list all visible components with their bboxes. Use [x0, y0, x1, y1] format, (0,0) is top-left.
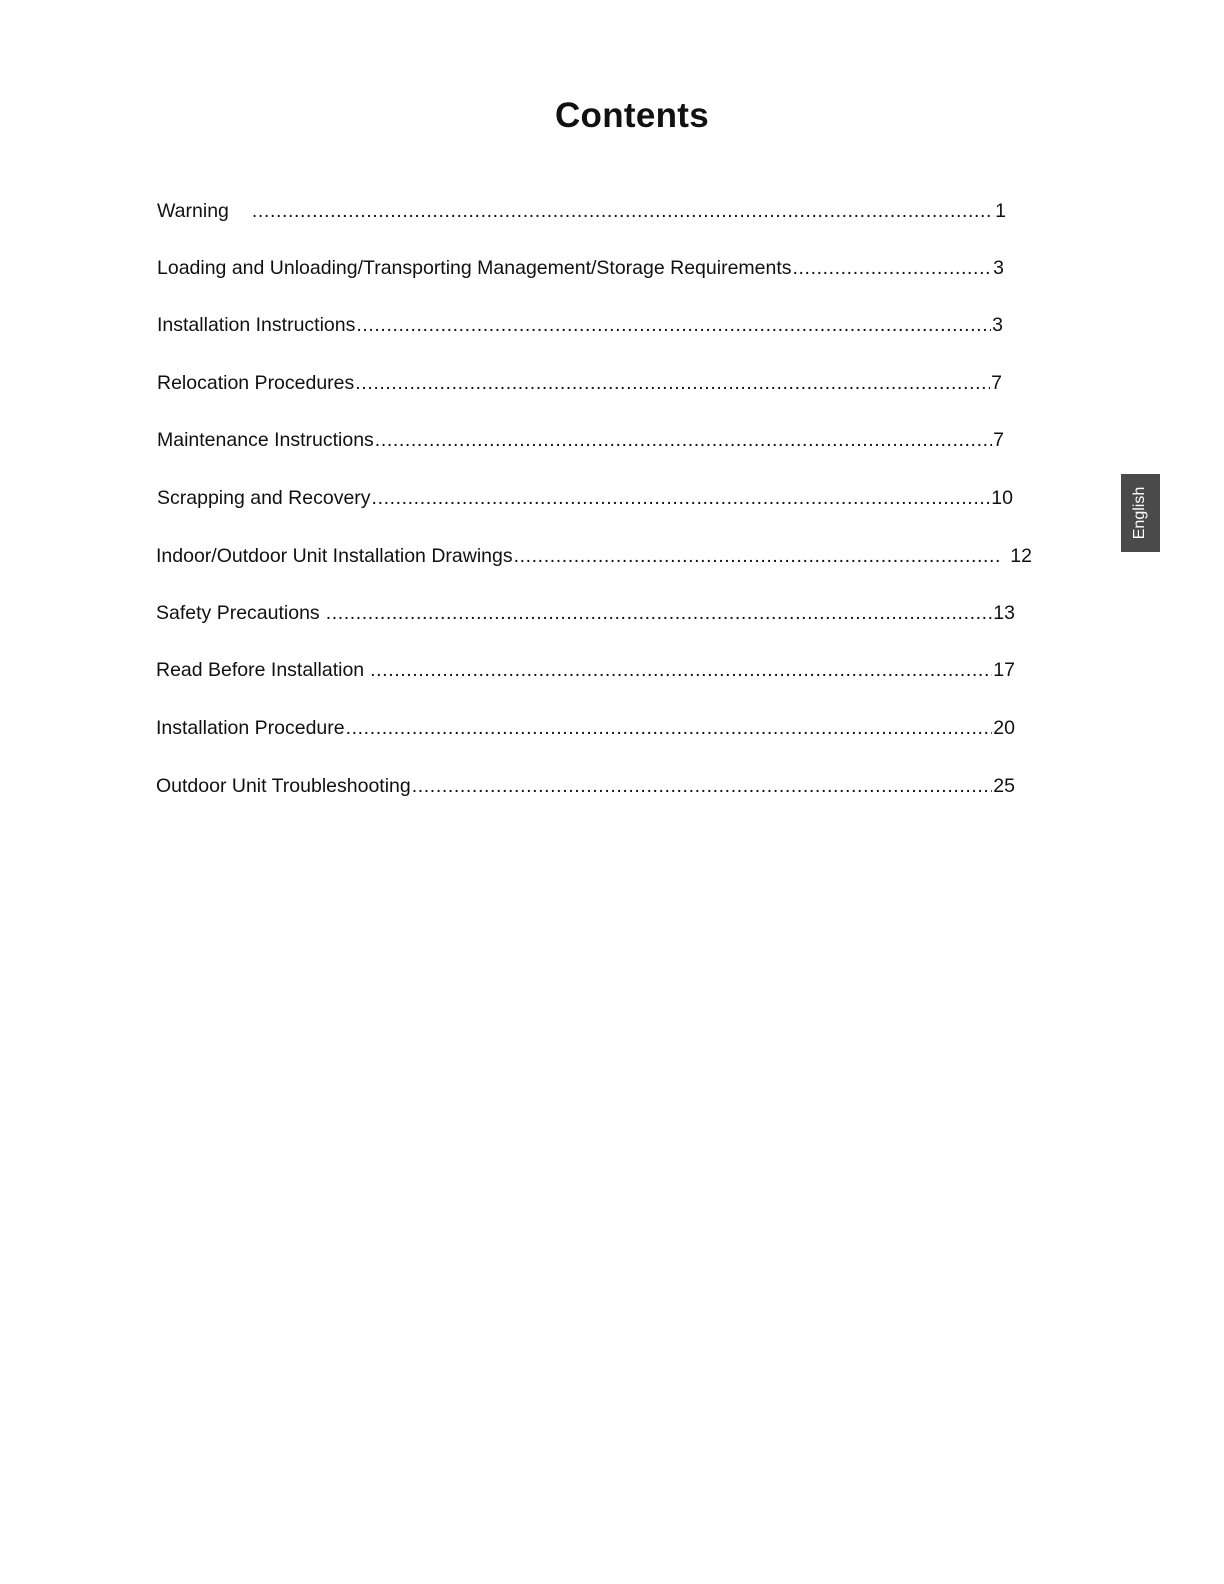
toc-entry-label: Read Before Installation — [156, 659, 365, 681]
language-tab[interactable] — [1121, 474, 1160, 552]
dot-leader — [372, 486, 991, 510]
toc-entry-label: Maintenance Instructions — [157, 429, 374, 451]
dot-leader — [326, 601, 993, 625]
page-title: Contents — [554, 96, 710, 135]
toc-page-number: 13 — [993, 602, 1015, 624]
toc-entry-label: Installation Instructions — [157, 314, 356, 336]
toc-entry-label: Relocation Procedures — [157, 372, 355, 394]
toc-entry-maintenance-instructions[interactable] — [157, 428, 1004, 452]
toc-entry-label: Loading and Unloading/Transporting Management/Storage Requirements — [157, 257, 792, 279]
toc-page-number: 12 — [1010, 545, 1032, 567]
toc-entry-relocation-procedures[interactable] — [157, 371, 1002, 395]
toc-entry-label: Indoor/Outdoor Unit Installation Drawings — [156, 545, 513, 567]
dot-leader — [412, 774, 993, 798]
toc-page-number: 3 — [992, 314, 1003, 336]
toc-entry-warning[interactable] — [157, 199, 1006, 223]
toc-entry-unit-installation-drawings[interactable] — [156, 544, 1032, 568]
dot-leader — [514, 544, 1003, 568]
toc-entry-loading-unloading[interactable] — [157, 256, 1004, 280]
toc-entry-label: Installation Procedure — [156, 717, 345, 739]
toc-entry-safety-precautions[interactable] — [156, 601, 1015, 625]
toc-entry-label: Scrapping and Recovery — [157, 487, 371, 509]
dot-leader — [375, 428, 992, 452]
toc-page-number: 25 — [993, 775, 1015, 797]
toc-entry-installation-instructions[interactable] — [157, 313, 1003, 337]
toc-page-number: 7 — [991, 372, 1002, 394]
dot-leader — [355, 371, 990, 395]
language-tab-label: English — [1131, 486, 1149, 540]
toc-page-number: 10 — [991, 487, 1013, 509]
dot-leader — [346, 716, 993, 740]
toc-entry-label: Safety Precautions — [156, 602, 320, 624]
toc-page-number: 20 — [993, 717, 1015, 739]
toc-page-number: 7 — [993, 429, 1004, 451]
dot-leader — [356, 313, 991, 337]
dot-leader — [793, 256, 993, 280]
toc-entry-read-before-installation[interactable] — [156, 658, 1015, 682]
toc-page-number: 3 — [993, 257, 1004, 279]
toc-entry-outdoor-troubleshooting[interactable] — [156, 774, 1015, 798]
toc-entry-label: Warning — [157, 200, 229, 222]
toc-page-number: 1 — [995, 200, 1006, 222]
toc-page-number: 17 — [993, 659, 1015, 681]
toc-entry-scrapping-recovery[interactable] — [157, 486, 1013, 510]
toc-entry-label: Outdoor Unit Troubleshooting — [156, 775, 411, 797]
dot-leader — [252, 199, 994, 223]
toc-entry-installation-procedure[interactable] — [156, 716, 1015, 740]
dot-leader — [370, 658, 992, 682]
